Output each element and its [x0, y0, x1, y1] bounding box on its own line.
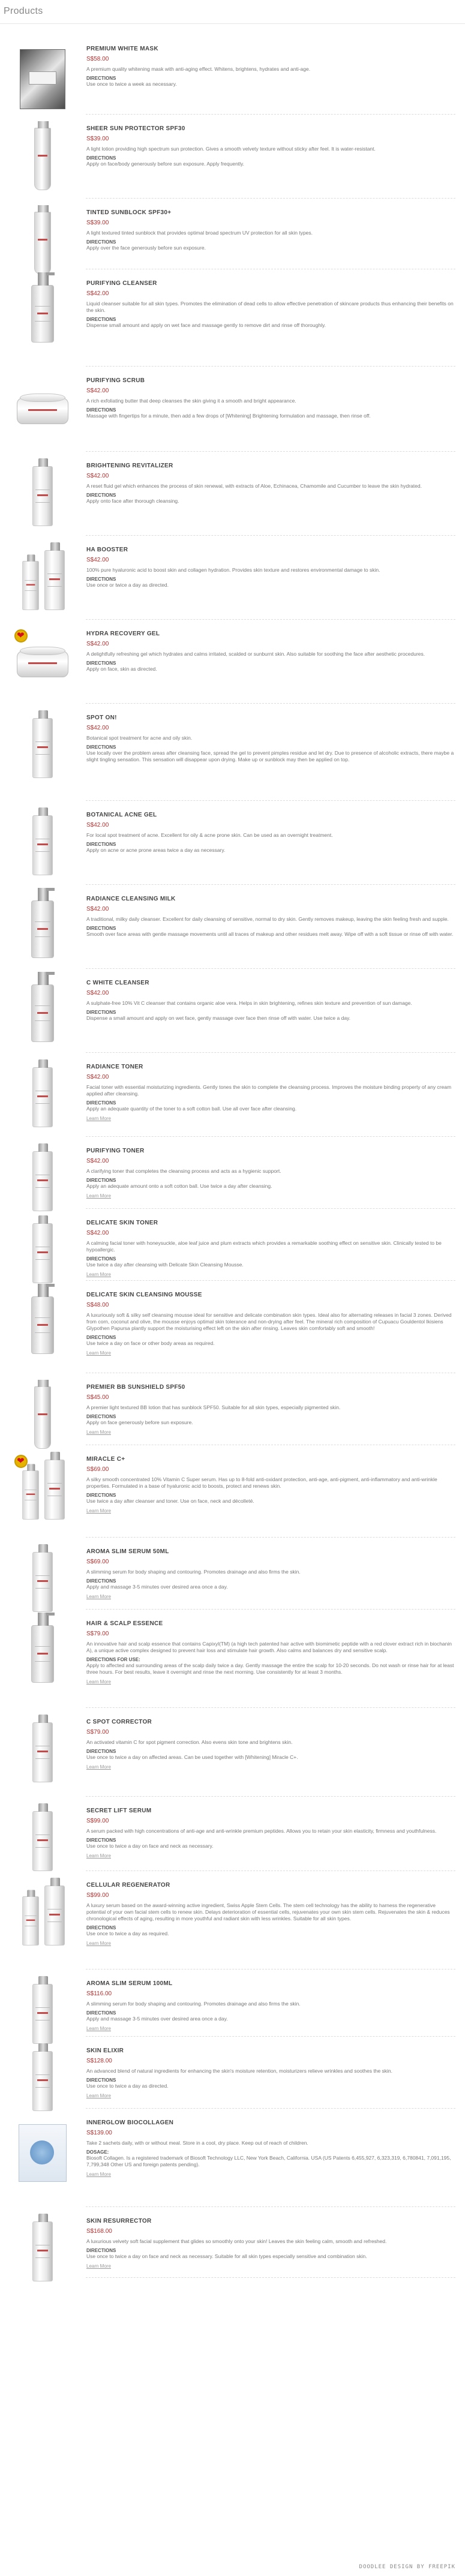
product-price: S$42.00 — [86, 473, 109, 479]
directions-heading: DIRECTIONS — [86, 407, 116, 413]
heart-icon: ❤ — [17, 631, 25, 641]
product-description: A luxurious velvety soft facial supplement that glides so smoothly onto your skin! Leaves the skin feeling calm, smooth and refreshed. — [86, 2238, 387, 2244]
product-description: An activated vitamin C for spot pigment correction. Also evens skin tone and brightens skin. — [86, 1739, 293, 1745]
product-description: A traditional, milky daily cleanser. Excellent for daily cleansing of sensitive, normal to dry skin. Gently removes makeup, leaving the skin feeling fresh and supple. — [86, 916, 449, 922]
product-thumbnail[interactable] — [10, 1454, 76, 1526]
product-description: A sulphate-free 10% Vit C cleanser that contains organic aloe vera. Helps in skin brightening, refines skin texture and prevention of sun damage. — [86, 1000, 412, 1006]
product-image-pair — [20, 1886, 65, 1945]
product-item — [0, 1281, 465, 1373]
product-price: S$48.00 — [86, 1302, 109, 1308]
product-image-pump-bottle — [31, 900, 54, 958]
product-thumbnail[interactable] — [10, 809, 76, 881]
product-name[interactable]: HA BOOSTER — [86, 547, 128, 553]
product-thumbnail[interactable] — [10, 1880, 76, 1951]
product-info — [86, 1289, 455, 1356]
product-thumbnail[interactable] — [10, 1289, 76, 1361]
product-name[interactable]: HYDRA RECOVERY GEL — [86, 631, 160, 637]
product-price: S$99.00 — [86, 1892, 109, 1899]
product-image-pair — [20, 1460, 65, 1520]
product-image-jar — [17, 398, 68, 424]
product-image-pump-bottle — [31, 285, 54, 343]
product-description: A slimming serum for body shaping and contouring. Promotes drainage and also firms the skin. — [86, 1569, 301, 1575]
product-info — [86, 628, 455, 672]
product-info — [86, 1382, 455, 1435]
product-description: For local spot treatment of acne. Excellent for oily & acne prone skin. Can be used as an overnight treatment. — [86, 832, 333, 838]
product-info — [86, 893, 455, 938]
directions-text: Dispense a small amount and apply on wet face, gently massage over face then rinse off with water. Use twice a day. — [86, 1015, 351, 1021]
product-description: A luxury serum based on the award-winning active ingredient, Swiss Apple Stem Cells. The stem cell technology has the ability to harness the regenerative potential of your own facial stem cells to renew skin. Delays deterioration of essential cells, rejuvenates your own skin stem cells. Rejuvenates the skin & reduces chronological effects of aging, resulting in more youthful and radiant skin with less wrinkles. Suitable for all skin types. — [86, 1902, 450, 1922]
directions-text: Apply an adequate quantity of the toner to a soft cotton ball. Use all over face after cleansing. — [86, 1106, 297, 1112]
directions-heading: DIRECTIONS — [86, 155, 116, 161]
product-item — [0, 1969, 465, 2037]
directions-text: Smooth over face areas with gentle massage movements until all traces of makeup and other residues melt away. Wipe off with a soft tissue or rinse off with water. — [86, 931, 454, 937]
page-title: Products — [4, 6, 43, 16]
product-description: A silky smooth concentrated 10% Vitamin C Super serum. Has up to 8-fold anti-oxidant protection, anti-age, anti-pigment, anti-inflammatory and anti-wrinkle properties. Formulated in a base of hyaluronic acid to boosts, protect and renews skin. — [86, 1476, 437, 1489]
product-image-tube — [34, 128, 51, 190]
directions-text: Use locally over the problem areas after cleansing face, spread the gel to prevent pimples residue and let dry. Due to presence of alcoholic extracts, there maybe a slight tingling sensation. This sensation will disappear upon drying. Make up or sunblock may then be applied on top. — [86, 750, 454, 762]
product-name[interactable]: PREMIER BB SUNSHIELD SPF50 — [86, 1384, 185, 1391]
directions-text: Use twice a day after cleanser and toner. Use on face, neck and décolleté. — [86, 1498, 254, 1504]
product-name[interactable]: AROMA SLIM SERUM 50ML — [86, 1548, 169, 1555]
product-price: S$69.00 — [86, 1559, 109, 1565]
directions-text: Use twice a day on face or other body areas as required. — [86, 1340, 215, 1346]
product-info — [86, 1805, 455, 1859]
directions-text: Use twice a day after cleansing with Delicate Skin Cleansing Mousse. — [86, 1262, 244, 1268]
product-item — [0, 969, 465, 1053]
product-item — [0, 2207, 465, 2278]
product-price: S$79.00 — [86, 1729, 109, 1736]
learn-more-link[interactable]: Learn More — [86, 1764, 111, 1770]
directions-text: Apply an adequate amount onto a soft cotton ball. Use twice a day after cleansing. — [86, 1183, 272, 1189]
product-image-mask — [20, 49, 65, 109]
directions-heading: DIRECTIONS — [86, 493, 116, 498]
product-name[interactable]: BOTANICAL ACNE GEL — [86, 812, 157, 818]
product-thumbnail[interactable] — [10, 712, 76, 784]
product-info — [86, 2215, 455, 2269]
product-price: S$42.00 — [86, 725, 109, 731]
product-name[interactable]: SECRET LIFT SERUM — [86, 1808, 152, 1814]
directions-heading: DIRECTIONS — [86, 239, 116, 245]
product-description: A premium quality whitening mask with anti-aging effect. Whitens, brightens, hydrates and anti-age. — [86, 66, 311, 72]
directions-text: Apply over the face generously before sun exposure. — [86, 245, 206, 251]
product-image-bottle — [32, 2221, 53, 2281]
directions-text: Apply on acne or acne prone areas twice a day as necessary. — [86, 847, 226, 853]
favorite-badge — [14, 629, 28, 643]
learn-more-link[interactable]: Learn More — [86, 1853, 111, 1859]
directions-heading: DIRECTIONS — [86, 1925, 116, 1931]
product-name[interactable]: DELICATE SKIN CLEANSING MOUSSE — [86, 1292, 202, 1298]
product-name[interactable]: C WHITE CLEANSER — [86, 980, 149, 986]
product-price: S$128.00 — [86, 2058, 112, 2064]
product-info — [86, 375, 455, 419]
product-info — [86, 1978, 455, 2031]
product-price: S$39.00 — [86, 136, 109, 142]
product-name[interactable]: HAIR & SCALP ESSENCE — [86, 1620, 163, 1627]
product-info — [86, 1618, 455, 1685]
page-header — [0, 0, 465, 24]
product-description: Botanical spot treatment for acne and oily skin. — [86, 735, 193, 741]
directions-heading: DIRECTIONS — [86, 744, 116, 750]
directions-heading: DIRECTIONS — [86, 1493, 116, 1498]
learn-more-link[interactable]: Learn More — [86, 2172, 111, 2177]
product-image-tube — [34, 1386, 51, 1449]
heart-icon: ❤ — [17, 1456, 25, 1466]
product-item — [0, 1708, 465, 1797]
directions-heading: DIRECTIONS — [86, 1414, 116, 1419]
product-description: A serum packed with high concentrations of anti-age and anti-wrinkle premium peptides. Allows you to retain your skin elasticity, firmness and youthfulness. — [86, 1828, 437, 1834]
product-info — [86, 207, 455, 251]
product-description: A premier light textured BB lotion that has sunblock SPF50. Suitable for all skin types, especially pigmented skin. — [86, 1404, 341, 1410]
product-item — [0, 704, 465, 801]
product-item — [0, 1445, 465, 1538]
product-item — [0, 199, 465, 269]
product-item — [0, 801, 465, 885]
product-name[interactable]: AROMA SLIM SERUM 100ML — [86, 1980, 173, 1987]
product-thumbnail[interactable] — [10, 544, 76, 616]
product-image-bottle — [32, 1151, 53, 1211]
product-description: Liquid cleanser suitable for all skin types. Promotes the elimination of dead cells to allow effective penetration of skincare products thus enhancing their benefits on the skin. — [86, 301, 454, 313]
product-thumbnail[interactable] — [10, 977, 76, 1049]
product-name[interactable]: CELLULAR REGENERATOR — [86, 1882, 170, 1889]
product-description: A calming facial toner with honeysuckle, aloe leaf juice and plum extracts which provides a remarkable soothing effect on sensitive skin. Clinically tested to be hypoallergic. — [86, 1240, 442, 1253]
product-name[interactable]: PURIFYING TONER — [86, 1148, 145, 1154]
product-image-tube — [34, 212, 51, 274]
product-description: Take 2 sachets daily, with or without meal. Store in a cool, dry place. Keep out of reach of children. — [86, 2140, 308, 2146]
product-price: S$42.00 — [86, 1074, 109, 1080]
product-name[interactable]: PREMIUM WHITE MASK — [86, 46, 158, 52]
learn-more-link[interactable]: Learn More — [86, 1193, 111, 1199]
product-info — [86, 1546, 455, 1599]
product-description: An advanced blend of natural ingredients for enhancing the skin's moisture retention, moisturizers relieve wrinkles and soothes the skin. — [86, 2068, 393, 2074]
product-description: An innovative hair and scalp essence that contains Capixyl(TM) (a high tech patented hair active with biomimetic peptide with a red clover extract rich in biochanin A), a unique active complex designed to prevent hair loss and stimulate hair growth. Also calms and balances dry and sensitive scalp. — [86, 1641, 452, 1653]
product-price: S$42.00 — [86, 641, 109, 647]
product-info — [86, 1454, 455, 1514]
product-thumbnail[interactable] — [10, 2117, 76, 2189]
product-item — [0, 1797, 465, 1871]
product-thumbnail[interactable] — [10, 2215, 76, 2287]
product-description: A clarifying toner that completes the cleansing process and acts as a hygienic support. — [86, 1168, 281, 1174]
product-item — [0, 536, 465, 620]
product-name[interactable]: PURIFYING SCRUB — [86, 377, 145, 384]
product-image-bottle — [32, 1984, 53, 2044]
product-thumbnail[interactable] — [10, 893, 76, 965]
directions-text: Use once to twice a day as directed. — [86, 2083, 169, 2089]
product-thumbnail[interactable] — [10, 1382, 76, 1454]
product-item — [0, 1871, 465, 1969]
product-thumbnail[interactable] — [10, 1061, 76, 1133]
product-image-bottle — [32, 1067, 53, 1127]
directions-heading: DIRECTIONS — [86, 317, 116, 322]
product-item — [0, 885, 465, 969]
product-image-jar — [17, 651, 68, 677]
directions-heading: DIRECTIONS — [86, 1256, 116, 1262]
product-name[interactable]: SKIN ELIXIR — [86, 2047, 124, 2054]
product-item — [0, 1610, 465, 1708]
product-info — [86, 1145, 455, 1199]
learn-more-link[interactable]: Learn More — [86, 2263, 111, 2269]
product-description: A slimming serum for body shaping and contouring. Promotes drainage and also firms the skin. — [86, 2001, 301, 2007]
learn-more-link[interactable]: Learn More — [86, 1116, 111, 1121]
product-description: Facial toner with essential moisturizing ingredients. Gently tones the skin to complete the cleansing process. Improves the moisture binding property of any cream applied after cleansing. — [86, 1084, 452, 1097]
product-thumbnail[interactable] — [10, 628, 76, 700]
product-info — [86, 2045, 455, 2098]
directions-heading: DIRECTIONS — [86, 2248, 116, 2253]
directions-text: Apply on face/body generously before sun exposure. Apply frequently. — [86, 161, 245, 167]
product-item — [0, 269, 465, 367]
directions-text: Apply to affected and surrounding areas of the scalp daily twice a day. Gently massage the entire the scalp for 10-20 seconds. Do not wash or rinse hair for at least three hours. For best results, leave it overnight and rinse the next morning. Use consistently for at least 3 months. — [86, 1662, 454, 1675]
directions-text: Apply on face generously before sun exposure. — [86, 1419, 193, 1425]
learn-more-link[interactable]: Learn More — [86, 1594, 111, 1599]
product-info — [86, 278, 455, 329]
product-price: S$42.00 — [86, 990, 109, 996]
product-item — [0, 2109, 465, 2207]
product-item — [0, 1373, 465, 1445]
product-item — [0, 452, 465, 536]
product-image-pair — [20, 550, 65, 610]
product-info — [86, 43, 455, 88]
product-item — [0, 620, 465, 704]
product-image-pump-bottle — [31, 1296, 54, 1354]
product-name[interactable]: INNERGLOW BIOCOLLAGEN — [86, 2119, 174, 2126]
directions-heading: DIRECTIONS — [86, 1838, 116, 1843]
product-price: S$42.00 — [86, 1158, 109, 1164]
learn-more-link[interactable]: Learn More — [86, 1941, 111, 1946]
directions-heading: DOSAGE: — [86, 2149, 109, 2155]
directions-heading: DIRECTIONS — [86, 1100, 116, 1106]
product-info — [86, 1716, 455, 1770]
product-image-bottle — [32, 2051, 53, 2111]
directions-text: Use once to twice a day as required. — [86, 1931, 169, 1936]
product-price: S$58.00 — [86, 56, 109, 62]
directions-text: Use once to twice a day on face and neck as necessary. — [86, 1843, 214, 1849]
product-name[interactable]: TINTED SUNBLOCK SPF30+ — [86, 209, 172, 216]
product-item — [0, 2037, 465, 2109]
product-image-pump-bottle — [31, 984, 54, 1042]
directions-heading: DIRECTIONS — [86, 2010, 116, 2016]
product-description: 100% pure hyaluronic acid to boost skin and collagen hydration. Provides skin texture and restores environmental damage to skin. — [86, 567, 380, 573]
product-price: S$42.00 — [86, 1230, 109, 1236]
product-price: S$116.00 — [86, 1990, 112, 1997]
directions-heading: DIRECTIONS — [86, 1335, 116, 1340]
product-price: S$42.00 — [86, 557, 109, 563]
product-info — [86, 1061, 455, 1121]
product-image-bottle — [32, 1223, 53, 1283]
product-thumbnail[interactable] — [10, 123, 76, 195]
product-thumbnail[interactable] — [10, 1618, 76, 1690]
learn-more-link[interactable]: Learn More — [86, 1679, 111, 1685]
product-image-bottle — [32, 1722, 53, 1782]
product-thumbnail[interactable] — [10, 207, 76, 279]
product-list — [0, 24, 465, 2278]
learn-more-link[interactable]: Learn More — [86, 1430, 111, 1435]
directions-text: Use once to twice a day on affected areas. Can be used together with [Whitening] Miracle C+. — [86, 1754, 298, 1760]
product-image-bottle — [32, 466, 53, 526]
directions-text: Biosoft Collagen. Is a registered trademark of Biosoft Technology LLC, New York Beach, California. USA (US Patents 6,455,927, 6,323,319, 6,780841, 7,091,195, 7,799,348 Other US and foreign patents pending). — [86, 2155, 451, 2167]
product-description: A luxuriously soft & silky self cleansing mousse ideal for sensitive and delicate combination skin types. Ideal also for alternating releases in facial 3 zones. Derived from corn, coconut and olive, the mousse enjoys optimal skin tolerance and non-drying after feel. The mineral rich composition of Cupuacu Gouldentol Ikisiens Glypothen Papursa plantly support the moisturising effect left on the skin after rinsing. Leaves skin comfortably soft and smooth! — [86, 1312, 452, 1331]
learn-more-link[interactable]: Learn More — [86, 1508, 111, 1514]
product-info — [86, 123, 455, 167]
learn-more-link[interactable]: Learn More — [86, 1272, 111, 1277]
directions-heading: DIRECTIONS — [86, 926, 116, 931]
product-thumbnail[interactable] — [10, 1145, 76, 1217]
product-description: A reset fluid gel which enhances the process of skin renewal, with extracts of Aloe, Echinacea, Chamomile and Cucumber to leave the skin hydrated. — [86, 483, 422, 489]
directions-text: Massage with fingertips for a minute, then add a few drops of [Whitening] Brightening formulation and massage, then rinse off. — [86, 413, 371, 419]
product-name[interactable]: SHEER SUN PROTECTOR SPF30 — [86, 125, 185, 132]
directions-text: Apply and massage 3-5 minutes over desired area once a day. — [86, 2016, 228, 2022]
directions-heading: DIRECTIONS FOR USE: — [86, 1657, 140, 1662]
directions-heading: DIRECTIONS — [86, 1749, 116, 1754]
product-description: A light lotion providing high spectrum sun protection. Gives a smooth velvety texture without sticky after feel. It is water-resistant. — [86, 146, 376, 152]
product-thumbnail[interactable] — [10, 1217, 76, 1289]
directions-text: Dispense small amount and apply on wet face and massage gently to remove dirt and rinse off thoroughly. — [86, 322, 326, 328]
product-name[interactable]: RADIANCE TONER — [86, 1064, 143, 1070]
product-price: S$39.00 — [86, 220, 109, 226]
product-name[interactable]: PURIFYING CLEANSER — [86, 280, 157, 287]
product-name[interactable]: DELICATE SKIN TONER — [86, 1220, 158, 1226]
product-price: S$79.00 — [86, 1631, 109, 1637]
directions-text: Use once or twice a day as directed. — [86, 582, 169, 588]
product-item — [0, 35, 465, 115]
favorite-badge — [14, 1455, 28, 1468]
product-image-bottle — [32, 1552, 53, 1612]
product-image-pouch — [19, 2124, 67, 2182]
directions-text: Apply on face, skin as directed. — [86, 666, 157, 672]
directions-text: Apply onto face after thorough cleansing. — [86, 498, 179, 504]
product-image-pump-bottle — [31, 1625, 54, 1683]
product-name[interactable]: SKIN RESURRECTOR — [86, 2218, 152, 2224]
product-price: S$45.00 — [86, 1394, 109, 1401]
product-thumbnail[interactable] — [10, 43, 76, 115]
product-item — [0, 1209, 465, 1281]
directions-heading: DIRECTIONS — [86, 577, 116, 582]
product-info — [86, 977, 455, 1022]
product-info — [86, 809, 455, 854]
product-thumbnail[interactable] — [10, 278, 76, 350]
product-image-bottle — [32, 815, 53, 875]
product-image-bottle — [32, 718, 53, 778]
product-image-bottle — [32, 1811, 53, 1871]
directions-heading: DIRECTIONS — [86, 2077, 116, 2083]
product-description: A rich exfoliating butter that deep cleanses the skin giving it a smooth and bright appearance. — [86, 398, 296, 404]
product-thumbnail[interactable] — [10, 375, 76, 447]
learn-more-link[interactable]: Learn More — [86, 1350, 111, 1356]
product-price: S$99.00 — [86, 1818, 109, 1824]
directions-text: Use once to twice a day on face and neck as necessary. Suitable for all skin types especially sensitive and combination skin. — [86, 2253, 367, 2259]
product-item — [0, 1538, 465, 1610]
directions-heading: DIRECTIONS — [86, 1010, 116, 1015]
product-item — [0, 115, 465, 199]
learn-more-link[interactable]: Learn More — [86, 2093, 111, 2098]
directions-heading: DIRECTIONS — [86, 1178, 116, 1183]
product-thumbnail[interactable] — [10, 460, 76, 532]
directions-heading: DIRECTIONS — [86, 842, 116, 847]
product-info — [86, 544, 455, 589]
product-thumbnail[interactable] — [10, 1546, 76, 1618]
directions-heading: DIRECTIONS — [86, 660, 116, 666]
product-price: S$42.00 — [86, 906, 109, 912]
product-price: S$69.00 — [86, 1466, 109, 1473]
product-description: A light textured tinted sunblock that provides optimal broad spectrum UV protection for all skin types. — [86, 230, 313, 236]
product-info — [86, 712, 455, 763]
product-description: A delightfully refreshing gel which hydrates and calms irritated, scalded or sunburnt skin. Also suitable for soothing the face after aesthetic procedures. — [86, 651, 425, 657]
directions-text: Use once to twice a week as necessary. — [86, 81, 177, 87]
product-item — [0, 367, 465, 452]
learn-more-link[interactable]: Learn More — [86, 2026, 111, 2031]
product-thumbnail[interactable] — [10, 1716, 76, 1788]
product-price: S$42.00 — [86, 388, 109, 394]
product-thumbnail[interactable] — [10, 1805, 76, 1877]
product-info — [86, 1217, 455, 1277]
product-price: S$139.00 — [86, 2130, 112, 2136]
directions-heading: DIRECTIONS — [86, 1578, 116, 1584]
directions-heading: DIRECTIONS — [86, 76, 116, 81]
product-info — [86, 1880, 455, 1946]
product-name[interactable]: SPOT ON! — [86, 714, 117, 721]
product-price: S$42.00 — [86, 822, 109, 828]
product-item — [0, 1053, 465, 1137]
product-info — [86, 2117, 455, 2177]
footer-credit: DOODLEE DESIGN BY FREEPIK — [359, 2564, 455, 2570]
product-name[interactable]: MIRACLE C+ — [86, 1456, 125, 1463]
product-name[interactable]: BRIGHTENING REVITALIZER — [86, 463, 173, 469]
product-thumbnail[interactable] — [10, 2045, 76, 2117]
product-name[interactable]: RADIANCE CLEANSING MILK — [86, 896, 176, 902]
product-name[interactable]: C SPOT CORRECTOR — [86, 1719, 152, 1725]
directions-text: Apply and massage 3-5 minutes over desired area once a day. — [86, 1584, 228, 1590]
product-price: S$42.00 — [86, 290, 109, 297]
product-info — [86, 460, 455, 505]
product-item — [0, 1137, 465, 1209]
product-price: S$168.00 — [86, 2228, 112, 2235]
